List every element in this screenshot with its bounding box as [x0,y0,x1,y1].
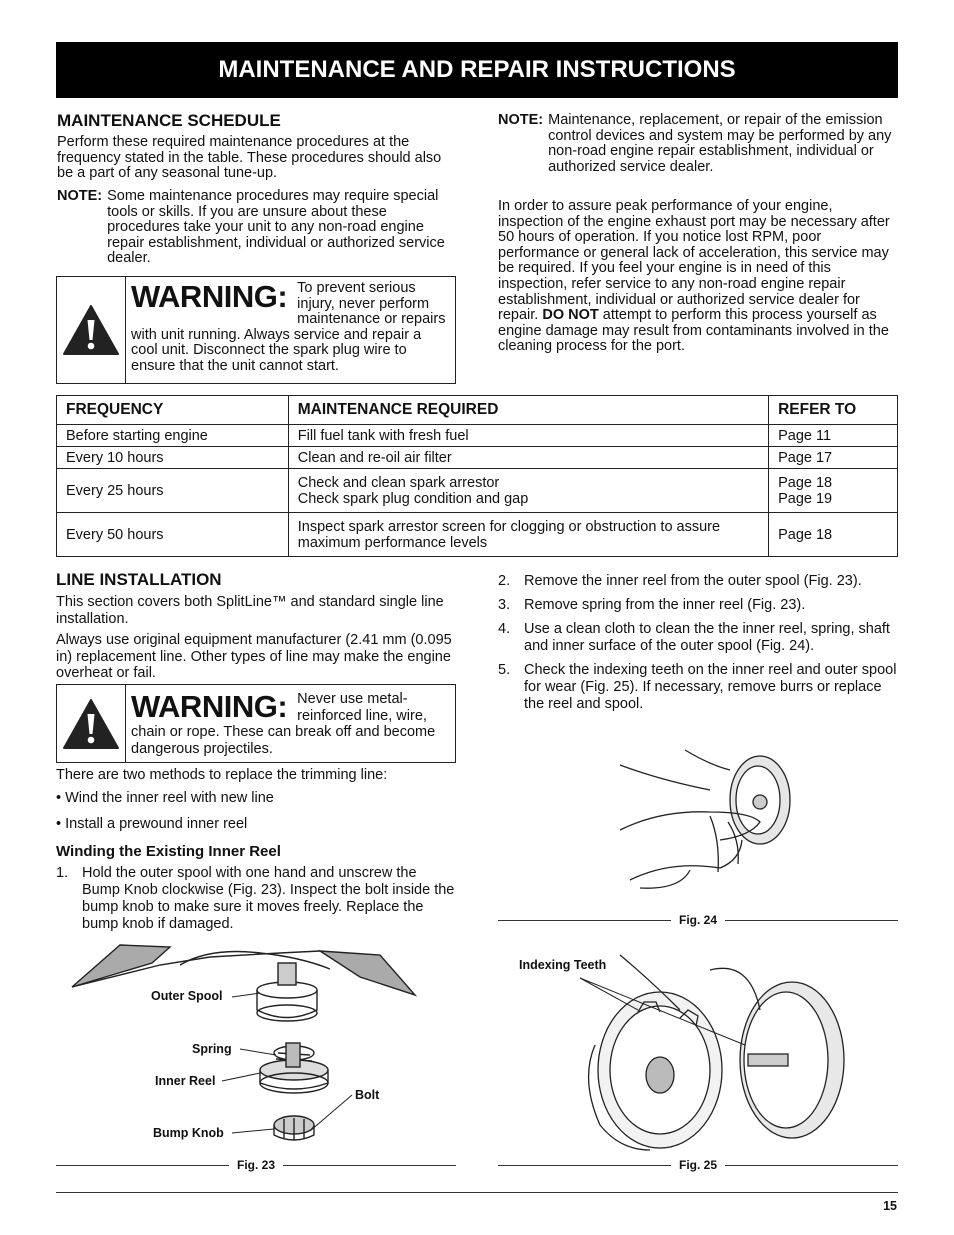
label-bolt: Bolt [355,1088,380,1102]
cell-line: Page 18 [778,474,833,491]
label-inner-reel: Inner Reel [155,1074,216,1088]
table-row [57,513,898,557]
label-spring: Spring [192,1042,232,1056]
page-header [56,42,898,98]
warning-triangle-icon [62,698,120,750]
warning-box-line [56,684,456,763]
col-header-frequency: FREQUENCY [57,396,289,425]
warning-triangle-icon [62,304,120,356]
warning-word: WARNING: [131,689,288,724]
warning-box-maintenance [56,276,456,384]
cell-maintenance: Fill fuel tank with fresh fuel [288,425,768,447]
step-number: 4. [498,621,511,637]
step-1 [56,865,456,940]
bullet-prewound: • Install a prewound inner reel [56,816,248,832]
list-item [498,597,898,614]
line-installation-heading: LINE INSTALLATION [56,570,222,589]
cell-frequency: Every 10 hours [57,447,289,469]
emission-note [498,113,898,175]
step-number: 1. [56,865,69,881]
note-label: NOTE: [57,188,103,204]
step-text: Hold the outer spool with one hand and unscrew the Bump Knob clockwise (Fig. 23). Inspect the bolt inside the bump knob to make sure it moves freely. Replace the bump knob if damaged. [82,865,455,932]
label-indexing-teeth: Indexing Teeth [519,958,607,972]
page-number: 15 [883,1199,897,1213]
col-header-refer: REFER TO [769,396,898,425]
caption-text: Fig. 24 [679,913,718,927]
do-not-emphasis: DO NOT [542,307,599,324]
cell-refer: Page 17 [769,447,898,469]
warning-body [131,691,449,757]
cell-frequency: Every 50 hours [57,513,289,557]
footer-rule [56,1192,898,1193]
step-text: Remove the inner reel from the outer spool (Fig. 23). [524,573,862,589]
step-number: 5. [498,662,511,678]
line-oem: Always use original equipment manufacturer (2.41 mm (0.095 in) replacement line. Other types of line may make the engine overheat or fail. [56,632,452,681]
caption-text: Fig. 23 [237,1158,276,1172]
fig23-caption [56,1158,456,1172]
step-number: 3. [498,597,511,613]
cell-maintenance: Inspect spark arrestor screen for clogging or obstruction to assure maximum performance levels [288,513,768,557]
cell-line: Check and clean spark arrestor [297,474,500,491]
warning-icon-cell [57,685,126,762]
step-text: Use a clean cloth to clean the the inner reel, spring, shaft and inner surface of the outer spool (Fig. 24). [524,621,890,654]
schedule-intro: Perform these required maintenance procedures at the frequency stated in the table. These procedures should also be a part of any seasonal tune-up. [57,134,442,182]
table-header-row [57,396,898,425]
table-row [57,469,898,513]
caption-text: Fig. 25 [679,1158,718,1172]
exhaust-port-paragraph [498,199,898,355]
cell-frequency: Before starting engine [57,425,289,447]
cell-maintenance [288,469,768,513]
steps-list [498,573,898,720]
label-outer-spool: Outer Spool [151,989,223,1003]
cell-frequency: Every 25 hours [57,469,289,513]
maintenance-table [56,395,898,557]
warning-body [131,281,449,375]
fig25-illustration [560,950,860,1155]
warning-text: Never use metal-reinforced line, wire, chain or rope. These can break off and become dangerous projectiles. [131,691,436,757]
table-row [57,447,898,469]
cell-refer [769,469,898,513]
warning-text: To prevent serious injury, never perform maintenance or repairs with unit running. Always service and repair a cool unit. Disconnect the spark plug wire to ensure that the unit cannot start. [131,280,446,374]
fig24-caption [498,913,898,927]
list-item [498,621,898,655]
step-number: 2. [498,573,511,589]
note-label: NOTE: [498,112,544,128]
warning-word: WARNING: [131,279,288,314]
note-text: Some maintenance procedures may require special tools or skills. If you are unsure about these procedures take your unit to any non-road engine repair establishment, individual or authorized service dealer. [107,188,445,267]
step-text: Remove spring from the inner reel (Fig. 23). [524,597,806,613]
paragraph-text-cont: attempt to perform this process yourself as engine damage may result from contaminants involved in the cleaning process for the port. [498,307,889,355]
methods-intro: There are two methods to replace the trimming line: [56,767,388,783]
warning-icon-cell [57,277,126,383]
page-title: MAINTENANCE AND REPAIR INSTRUCTIONS [218,56,736,83]
label-bump-knob: Bump Knob [153,1126,224,1140]
cell-refer: Page 11 [769,425,898,447]
fig24-illustration [600,740,810,900]
list-item [498,573,898,590]
fig25-caption [498,1158,898,1172]
note-text: Maintenance, replacement, or repair of the emission control devices and system may be performed by any non-road engine repair establishment, individual or authorized service dealer. [548,112,892,175]
fig23-illustration [60,935,456,1155]
winding-subheading: Winding the Existing Inner Reel [56,843,281,860]
maintenance-schedule-heading: MAINTENANCE SCHEDULE [57,111,281,130]
table-row [57,425,898,447]
paragraph-text: In order to assure peak performance of your engine, inspection of the engine exhaust port may be necessary after 50 hours of operation. If you notice lost RPM, poor performance or general lack of acceleration, this service may be required. If you feel your engine is in need of this inspection, refer service to any non-road engine repair establishment, individual or authorized service dealer for repair. [498,198,890,324]
step-text: Check the indexing teeth on the inner reel and outer spool for wear (Fig. 25). If necessary, remove burrs or replace the reel and spool. [524,662,897,712]
col-header-maintenance: MAINTENANCE REQUIRED [288,396,768,425]
cell-maintenance: Clean and re-oil air filter [288,447,768,469]
bullet-wind: • Wind the inner reel with new line [56,790,274,806]
line-intro: This section covers both SplitLine™ and standard single line installation. [56,594,444,627]
cell-line: Page 19 [778,490,833,507]
cell-line: Check spark plug condition and gap [297,490,529,507]
cell-refer: Page 18 [769,513,898,557]
list-item [498,662,898,713]
schedule-note [57,189,457,267]
